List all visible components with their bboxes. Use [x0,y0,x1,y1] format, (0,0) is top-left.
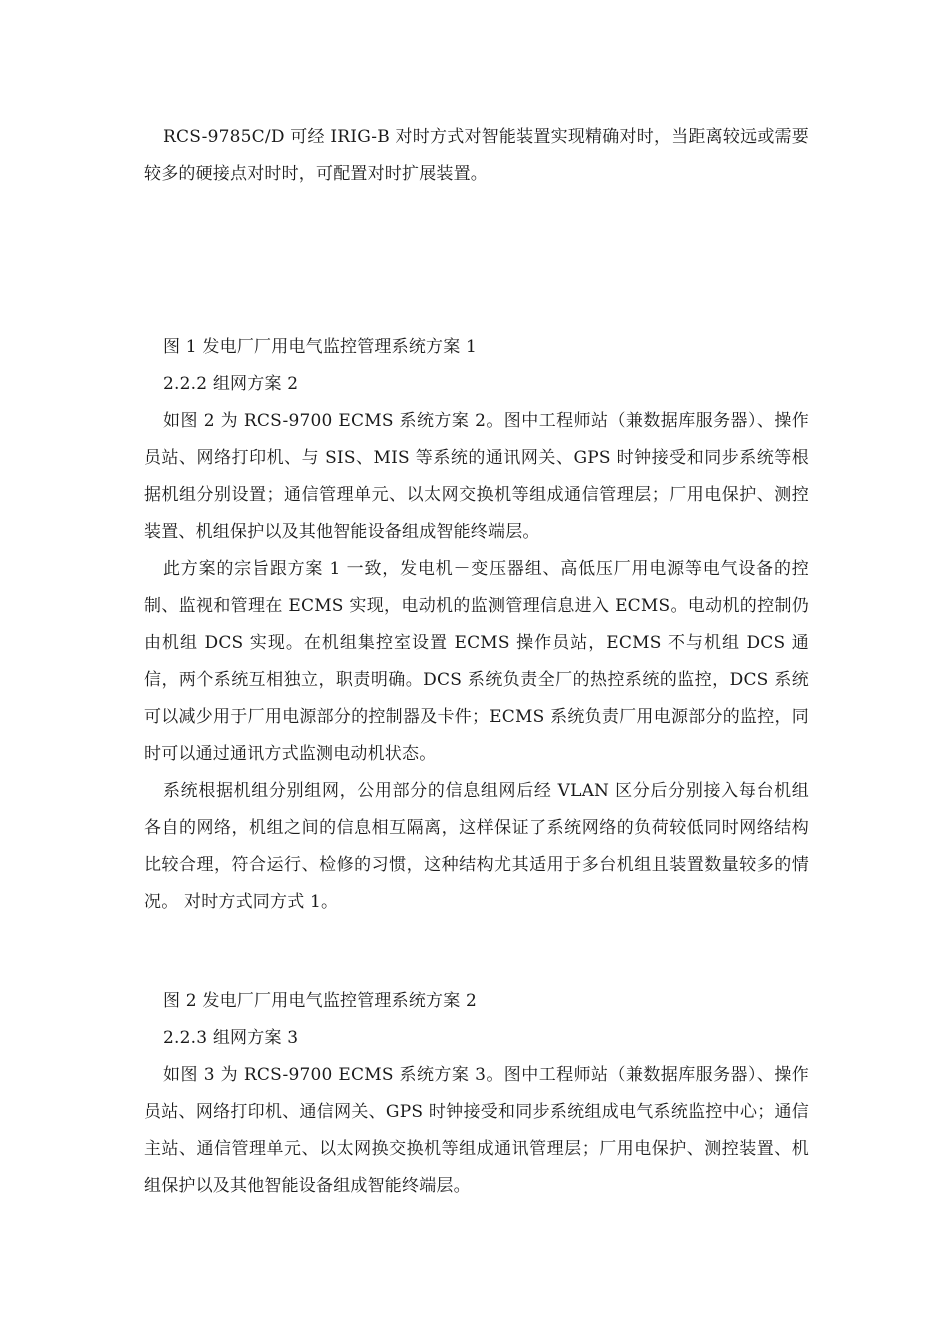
paragraph-2-2-2-1: 如图 2 为 RCS-9700 ECMS 系统方案 2。图中工程师站（兼数据库服务器）、操作员站、网络打印机、与 SIS、MIS 等系统的通讯网关、GPS 时钟接受和同步系统等根据机组分别设置；通信管理单元、以太网交换机等组成通信管理层；厂用电保护、测控装置、机组保护以及其他智能设备组成智能终端层。 [144,411,809,542]
paragraph-2-2-3-1: 如图 3 为 RCS-9700 ECMS 系统方案 3。图中工程师站（兼数据库服务器）、操作员站、网络打印机、通信网关、GPS 时钟接受和同步系统组成电气系统监控中心；通信主站、通信管理单元、以太网换交换机等组成通讯管理层；厂用电保护、测控装置、机组保护以及其他智能设备组成智能终端层。 [144,1065,809,1196]
figure-2-caption: 图 2 发电厂厂用电气监控管理系统方案 2 [163,991,478,1011]
intro-block [144,119,809,193]
section-2-2-2-block [144,329,809,921]
section-2-2-2-heading: 2.2.2 组网方案 2 [163,374,299,394]
figure-1-caption: 图 1 发电厂厂用电气监控管理系统方案 1 [163,337,478,357]
paragraph-intro: RCS-9785C/D 可经 IRIG-B 对时方式对智能装置实现精确对时，当距离较远或需要较多的硬接点对时时，可配置对时扩展装置。 [144,127,809,184]
paragraph-2-2-2-2: 此方案的宗旨跟方案 1 一致，发电机－变压器组、高低压厂用电源等电气设备的控制、监视和管理在 ECMS 实现，电动机的监测管理信息进入 ECMS。电动机的控制仍由机组 DCS 实现。在机组集控室设置 ECMS 操作员站，ECMS 不与机组 DCS 通信，两个系统互相独立，职责明确。DCS 系统负责全厂的热控系统的监控，DCS 系统可以减少用于厂用电源部分的控制器及卡件；ECMS 系统负责厂用电源部分的监控，同时可以通过通讯方式监测电动机状态。 [144,559,809,764]
section-2-2-3-heading: 2.2.3 组网方案 3 [163,1028,299,1048]
section-2-2-3-block [144,983,809,1205]
paragraph-2-2-2-3: 系统根据机组分别组网，公用部分的信息组网后经 VLAN 区分后分别接入每台机组各自的网络，机组之间的信息相互隔离，这样保证了系统网络的负荷较低同时网络结构比较合理，符合运行、检修的习惯，这种结构尤其适用于多台机组且装置数量较多的情况。 对时方式同方式 1。 [144,781,809,912]
